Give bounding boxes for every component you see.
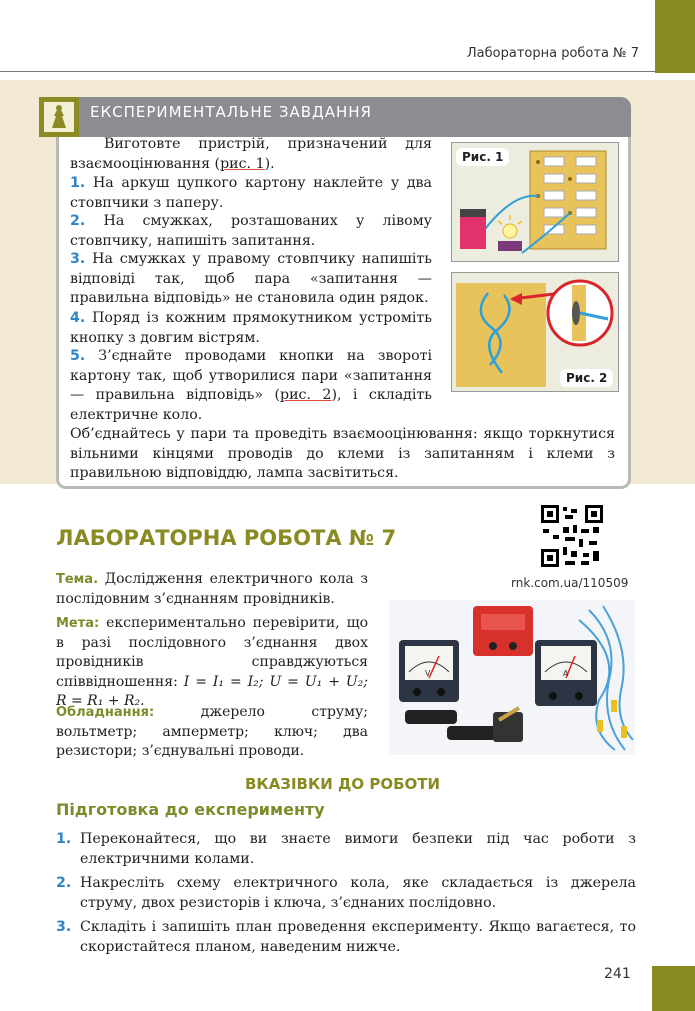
task-step-4: 4. Поряд із кожним прямокутником устроміть кнопку з довгим вістрям.: [70, 310, 432, 346]
instruction-step-1: 1. Переконайтеся, що ви знаєте вимоги безпеки під час роботи з електричними колами.: [56, 831, 636, 867]
instructions-steps: [56, 830, 636, 962]
running-header: Лабораторна робота № 7: [466, 46, 639, 61]
task-heading: ЕКСПЕРИМЕНТАЛЬНЕ ЗАВДАННЯ: [90, 103, 372, 121]
equipment-photo: [389, 600, 635, 755]
task-step-5: 5. З’єднайте проводами кнопки на звороті картону так, щоб утворилися пари «запитання — правильна відповідь» (рис. 2), і складіть електричне коло.: [70, 348, 433, 423]
task-step-2: 2. На смужках, розташованих у лівому стовпчику, напишіть запитання.: [70, 213, 432, 249]
task-intro: Виготовте пристрій, призначений для взаємооцінювання (рис. 1).: [70, 136, 432, 172]
figure-2-label: Рис. 2: [560, 369, 613, 387]
task-closing: Об’єднайтесь у пари та проведіть взаємооцінювання: якщо торкнутися вільними кінцями проводів до клеми із запитанням і клеми з правильною відповіддю, лампа засвітиться.: [70, 426, 615, 481]
figure-1-label: Рис. 1: [456, 148, 509, 166]
instruction-step-2: 2. Накресліть схему електричного кола, яке складається із джерела струму, двох резисторів і ключа, з’єднаних послідовно.: [56, 875, 636, 911]
top-accent-band: [655, 0, 695, 73]
preparation-subtitle: Підготовка до експерименту: [56, 800, 325, 819]
figure-1: [451, 142, 619, 262]
experiment-icon: [39, 97, 79, 137]
instruction-step-3: 3. Складіть і запишіть план проведення експерименту. Якщо вагаєтеся, то скористайтеся планом, наведеним нижче.: [56, 919, 636, 955]
lab-goal: Мета: експериментально перевірити, що в разі послідовного з’єднання двох провідників справджуються співвідношення: I = I₁ = I₂; U = U₁ + U₂; R = R₁ + R₂.: [56, 615, 369, 709]
page-number: 241: [604, 966, 631, 982]
lab-topic: Тема. Дослідження електричного кола з послідовним з’єднанням провідників.: [56, 571, 368, 607]
lab-title: ЛАБОРАТОРНА РОБОТА № 7: [56, 526, 397, 550]
instructions-title: ВКАЗІВКИ ДО РОБОТИ: [245, 775, 441, 793]
task-step-3: 3. На смужках у правому стовпчику напишіть відповіді так, щоб пара «запитання — правильна відповідь» не становила один рядок.: [70, 251, 432, 306]
voltmeter-label: V: [425, 669, 431, 678]
ammeter-label: A: [563, 669, 569, 678]
header-rule: [0, 71, 655, 72]
task-step-1: 1. На аркуш цупкого картону наклейте у два стовпчики з паперу.: [70, 175, 433, 211]
qr-url[interactable]: rnk.com.ua/110509: [511, 576, 629, 590]
figure-2: [451, 272, 619, 392]
bottom-accent-band: [652, 966, 695, 1011]
qr-code[interactable]: [541, 505, 603, 567]
lab-equipment: Обладнання: джерело струму; вольтметр; амперметр; ключ; два резистори; з’єднувальні проводи.: [56, 704, 369, 759]
equipment-illustration: [389, 600, 635, 755]
